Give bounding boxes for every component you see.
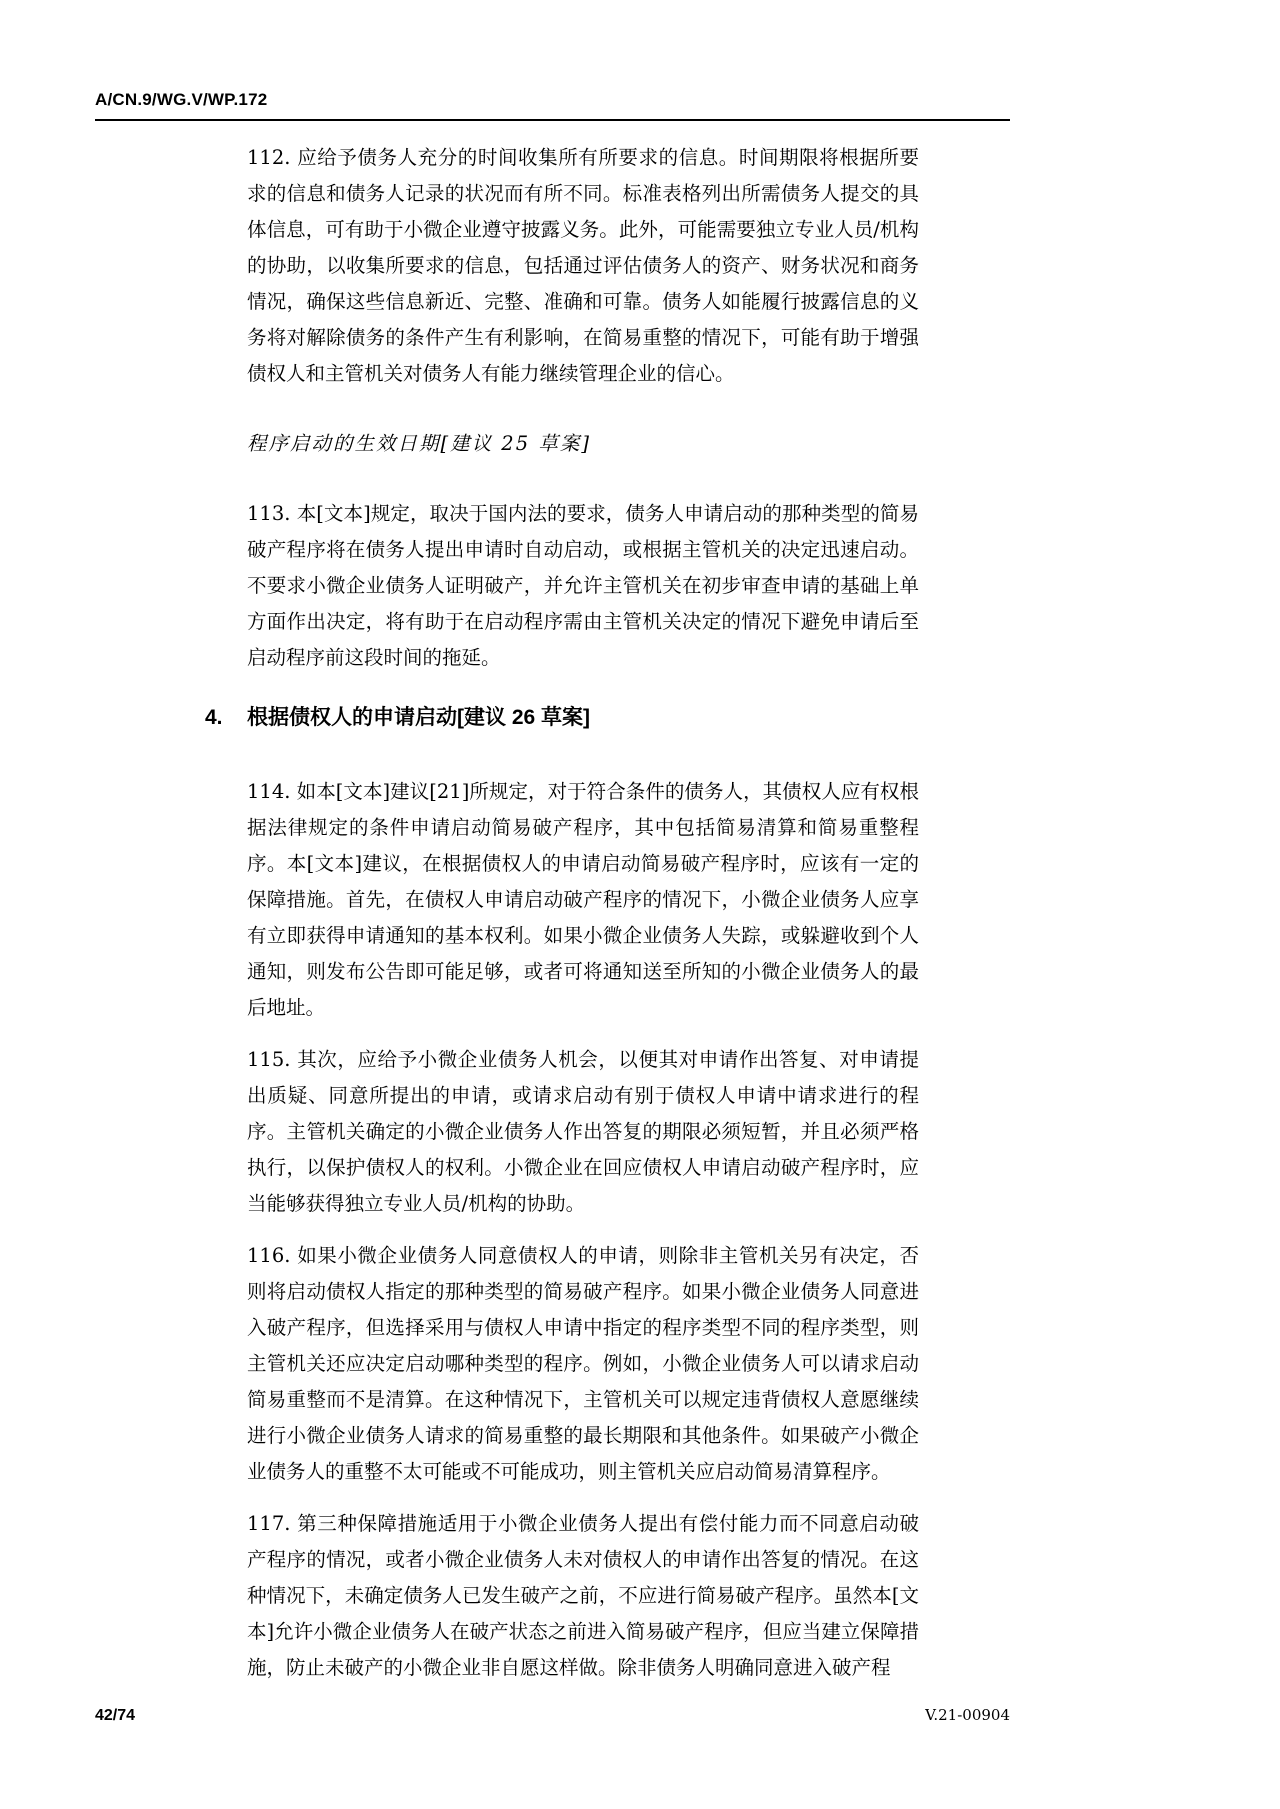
document-id: V.21-00904 bbox=[925, 1706, 1010, 1724]
document-header bbox=[95, 90, 1010, 121]
section-4-heading bbox=[205, 700, 919, 736]
paragraph-113: 113. 本[文本]规定，取决于国内法的要求，债务人申请启动的那种类型的简易破产程序将在债务人提出申请时自动启动，或根据主管机关的决定迅速启动。不要求小微企业债务人证明破产，并允许主管机关在初步审查申请的基础上单方面作出决定，将有助于在启动程序需由主管机关决定的情况下避免申请后至启动程序前这段时间的拖延。 bbox=[247, 502, 919, 669]
paragraph-112: 112. 应给予债务人充分的时间收集所有所要求的信息。时间期限将根据所要求的信息和债务人记录的状况而有所不同。标准表格列出所需债务人提交的具体信息，可有助于小微企业遵守披露义务。此外，可能需要独立专业人员/机构的协助，以收集所要求的信息，包括通过评估债务人的资产、财务状况和商务情况，确保这些信息新近、完整、准确和可靠。债务人如能履行披露信息的义务将对解除债务的条件产生有利影响，在简易重整的情况下，可能有助于增强债权人和主管机关对债务人有能力继续管理企业的信心。 bbox=[247, 146, 919, 385]
section-4-number: 4. bbox=[205, 706, 223, 729]
section-4-title: 根据债权人的申请启动[建议 26 草案] bbox=[247, 706, 591, 729]
document-body bbox=[205, 140, 919, 1702]
subheading-effective-date-of-commencement: 程序启动的生效日期[建议 25 草案] bbox=[247, 432, 591, 455]
paragraph-117: 117. 第三种保障措施适用于小微企业债务人提出有偿付能力而不同意启动破产程序的情况，或者小微企业债务人未对债权人的申请作出答复的情况。在这种情况下，未确定债务人已发生破产之前，不应进行简易破产程序。虽然本[文本]允许小微企业债务人在破产状态之前进入简易破产程序，但应当建立保障措施，防止未破产的小微企业非自愿这样做。除非债务人明确同意进入破产程 bbox=[247, 1512, 919, 1679]
paragraph-114: 114. 如本[文本]建议[21]所规定，对于符合条件的债务人，其债权人应有权根据法律规定的条件申请启动简易破产程序，其中包括简易清算和简易重整程序。本[文本]建议，在根据债权人的申请启动简易破产程序时，应该有一定的保障措施。首先，在债权人申请启动破产程序的情况下，小微企业债务人应享有立即获得申请通知的基本权利。如果小微企业债务人失踪，或躲避收到个人通知，则发布公告即可能足够，或者可将通知送至所知的小微企业债务人的最后地址。 bbox=[247, 780, 919, 1019]
document-footer bbox=[95, 1706, 1010, 1725]
page-number: 42/74 bbox=[95, 1707, 136, 1724]
paragraph-116: 116. 如果小微企业债务人同意债权人的申请，则除非主管机关另有决定，否则将启动债权人指定的那种类型的简易破产程序。如果小微企业债务人同意进入破产程序，但选择采用与债权人申请中指定的程序类型不同的程序类型，则主管机关还应决定启动哪种类型的程序。例如，小微企业债务人可以请求启动简易重整而不是清算。在这种情况下，主管机关可以规定违背债权人意愿继续进行小微企业债务人请求的简易重整的最长期限和其他条件。如果破产小微企业债务人的重整不太可能或不可能成功，则主管机关应启动简易清算程序。 bbox=[247, 1244, 919, 1483]
paragraph-115: 115. 其次，应给予小微企业债务人机会，以便其对申请作出答复、对申请提出质疑、同意所提出的申请，或请求启动有别于债权人申请中请求进行的程序。主管机关确定的小微企业债务人作出答复的期限必须短暂，并且必须严格执行，以保护债权人的权利。小微企业在回应债权人申请启动破产程序时，应当能够获得独立专业人员/机构的协助。 bbox=[247, 1048, 919, 1215]
document-symbol: A/CN.9/WG.V/WP.172 bbox=[95, 90, 268, 109]
